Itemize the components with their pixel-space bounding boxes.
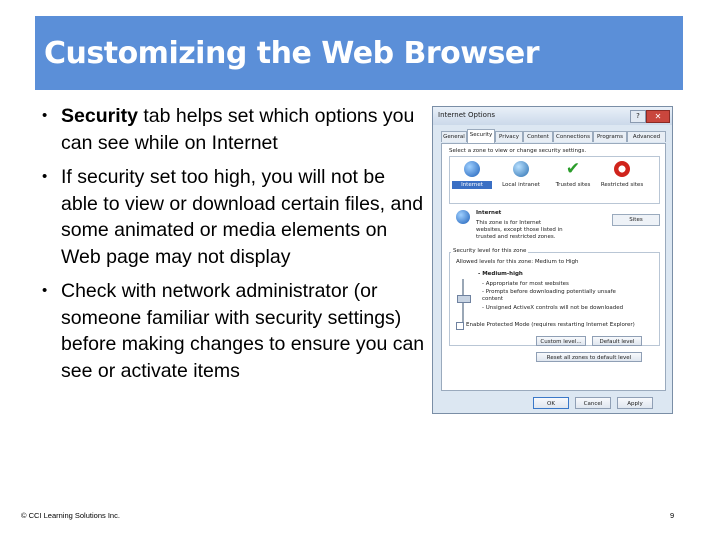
zone-label: Trusted sites [555,182,591,188]
zone-restricted-sites[interactable] [600,161,644,189]
bullet-list [42,103,427,392]
page-number: 9 [670,511,675,520]
zone-trusted-sites[interactable] [550,161,596,189]
bullet-bold-term: Security [61,105,138,127]
zone-description: This zone is for Internet websites, except those listed in trusted and restricted zones. [476,220,563,240]
apply-button[interactable]: Apply [617,397,653,409]
title-banner [35,16,683,90]
restricted-icon [614,161,630,177]
allowed-levels: Allowed levels for this zone: Medium to High [456,259,579,265]
level-desc-item: - Prompts before downloading potentially unsafe content [482,289,616,302]
bullet-text: tab helps set which options you can see while on Internet [61,105,415,154]
bullet-text: Check with network administrator (or someone familiar with security settings) before making changes to ensure you can see or activate items [61,280,425,382]
default-level-button[interactable]: Default level [592,336,642,346]
security-level-group [449,252,660,346]
bullet-item [42,164,427,270]
bullet-marker: • [42,282,48,299]
copyright-footer: © CCI Learning Solutions Inc. [21,511,120,520]
bullet-item [42,278,427,384]
dialog-titlebar [433,107,672,125]
slide-title: Customizing the Web Browser [44,36,540,71]
dialog-tabs [441,129,666,143]
security-level-label: Security level for this zone [453,248,527,254]
zone-label: Restricted sites [600,182,644,188]
tab-security[interactable]: Security [467,129,495,143]
globe-icon [456,210,470,224]
globe-icon [464,161,480,177]
level-desc-item: - Unsigned ActiveX controls will not be downloaded [482,305,624,311]
tab-general[interactable]: General [441,131,467,142]
level-desc-item: - Appropriate for most websites [482,281,569,287]
protected-mode-label: Enable Protected Mode (requires restarting Internet Explorer) [466,322,635,328]
cancel-button[interactable]: Cancel [575,397,611,409]
bullet-marker: • [42,107,48,124]
checkmark-icon: ✔ [565,159,581,179]
security-panel [441,143,666,391]
zone-internet[interactable] [452,161,492,189]
intranet-globe-icon [513,161,529,177]
tab-advanced[interactable]: Advanced [627,131,666,142]
security-slider-thumb[interactable] [457,295,471,303]
zone-prompt: Select a zone to view or change security settings. [449,148,587,154]
protected-mode-checkbox[interactable] [456,322,464,330]
bullet-item [42,103,427,156]
reset-zones-button[interactable]: Reset all zones to default level [536,352,642,362]
tab-programs[interactable]: Programs [593,131,627,142]
ok-button[interactable]: OK [533,397,569,409]
zone-heading: Internet [476,210,502,216]
zone-label: Internet [452,181,492,189]
tab-connections[interactable]: Connections [553,131,593,142]
dialog-title: Internet Options [438,111,496,119]
tab-content[interactable]: Content [523,131,553,142]
level-name: - Medium-high [478,271,523,277]
tab-privacy[interactable]: Privacy [495,131,523,142]
zone-local-intranet[interactable] [498,161,544,189]
close-button[interactable]: ✕ [646,110,670,123]
help-button[interactable]: ? [630,110,646,123]
bullet-marker: • [42,168,48,185]
custom-level-button[interactable]: Custom level... [536,336,586,346]
zone-label: Local intranet [502,182,540,188]
sites-button[interactable]: Sites [612,214,660,226]
internet-options-dialog [432,106,673,414]
bullet-text: If security set too high, you will not be able to view or download certain files, and some animated or media elements on Web page may not display [61,166,424,268]
zone-selector [449,156,660,204]
